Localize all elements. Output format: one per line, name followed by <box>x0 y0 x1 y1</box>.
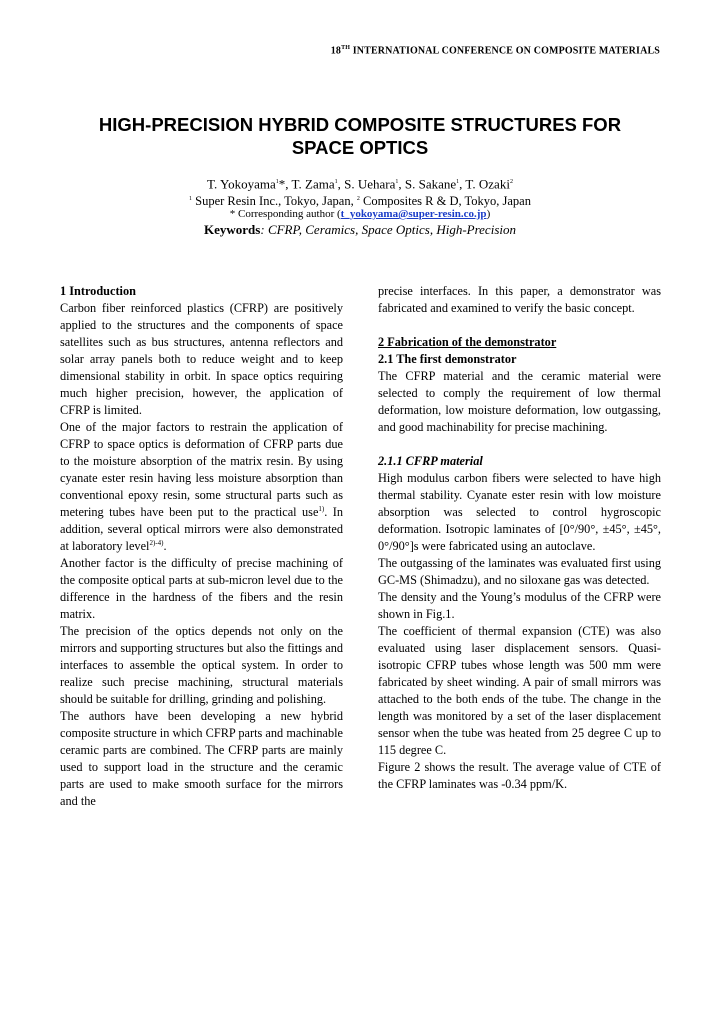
paragraph <box>60 419 343 555</box>
spacer <box>378 317 661 334</box>
author-2: T. Zama <box>291 176 335 192</box>
paragraph: The authors have been developing a new hybrid composite structure in which CFRP parts and machinable ceramic parts are combined. The CFRP parts are mainly used to support load in the structure and the ceramic parts are used to make smooth surface for the mirrors and the <box>60 709 343 808</box>
paper-title <box>60 113 660 159</box>
left-column <box>60 283 343 810</box>
separator: , <box>459 176 466 192</box>
title-line-2: SPACE OPTICS <box>291 137 429 158</box>
paragraph: Carbon fiber reinforced plastics (CFRP) are positively applied to the structures and the components of space satellites such as bus structures, antenna reflectors and solar array panels both to reduce weight and to keep dimensional stability in orbit. In space optics requiring much higher precision, however, the application of CFRP is limited. <box>60 301 343 417</box>
right-column <box>378 283 661 793</box>
paragraph-text: . In addition, several optical mirrors were also demonstrated at laboratory level <box>60 505 343 553</box>
keywords-label: Keywords <box>204 222 261 237</box>
affil-mark: 1 <box>456 179 460 185</box>
affil-mark: 2 <box>509 179 513 185</box>
paragraph: Another factor is the difficulty of precise machining of the composite optical parts at sub-micron level due to the difference in the hardness of the fibers and the resin matrix. <box>60 556 343 621</box>
paragraph: precise interfaces. In this paper, a demonstrator was fabricated and examined to verify the basic concept. <box>378 284 661 315</box>
separator: , <box>398 176 405 192</box>
keywords-colon: : <box>260 222 268 237</box>
affil-mark: 2 <box>356 196 360 202</box>
paragraph: High modulus carbon fibers were selected to have high thermal stability. Cyanate ester resin with low moisture absorption was selected to control hygroscopic deformation. Isotropic laminates of [0°/90°, ±45°, ±45°, 0°/90°]s were fabricated using an autoclave. <box>378 471 661 553</box>
author-list <box>60 174 660 192</box>
conference-name: INTERNATIONAL CONFERENCE ON COMPOSITE MATERIALS <box>350 45 660 57</box>
paragraph-text: . <box>163 539 167 553</box>
conference-ordinal: TH <box>341 45 351 51</box>
paragraph-text: One of the major factors to restrain the application of CFRP to space optics is deformation of CFRP parts due to the moisture absorption of the matrix resin. By using cyanate ester resin having less moisture absorption than conventional epoxy resin, some structural parts such as metering tubes have been put to the practical use <box>60 420 343 519</box>
conference-number: 18 <box>330 45 342 57</box>
reference-mark: 1) <box>318 504 325 513</box>
corresponding-author <box>60 207 660 221</box>
reference-mark: 2)-4) <box>149 538 164 547</box>
affil-mark: 1 <box>189 196 193 202</box>
email-link[interactable]: t_yokoyama@super-resin.co.jp <box>340 208 487 220</box>
subsubsection-heading-cfrp-material: 2.1.1 CFRP material <box>378 454 483 468</box>
author-4: S. Sakane <box>404 176 457 192</box>
corresponding-prefix: * Corresponding author ( <box>229 208 341 220</box>
section-heading-introduction: 1 Introduction <box>60 284 136 298</box>
section-heading-fabrication: 2 Fabrication of the demonstrator <box>378 335 557 349</box>
affiliation-2: Composites R & D, Tokyo, Japan <box>359 194 531 209</box>
corresponding-mark: *, <box>278 176 292 192</box>
separator: , <box>337 176 345 192</box>
affiliation-1: Super Resin Inc., Tokyo, Japan, <box>192 194 357 209</box>
paragraph: The density and the Young’s modulus of the CFRP were shown in Fig.1. <box>378 590 661 621</box>
conference-header <box>331 45 660 56</box>
paragraph: Figure 2 shows the result. The average value of CTE of the CFRP laminates was -0.34 ppm/K. <box>378 760 661 791</box>
affil-mark: 1 <box>275 179 279 185</box>
corresponding-suffix: ) <box>486 208 491 220</box>
affil-mark: 1 <box>395 179 399 185</box>
paragraph: The coefficient of thermal expansion (CTE) was also evaluated using laser displacement sensors. Quasi-isotropic CFRP tubes whose length was 500 mm were fabricated by sheet winding. A pair of small mirrors was attached to the both ends of the tube. The change in the length was monitored by a set of the laser displacement sensor when the tube was heated from 25 degree C up to 115 degree C. <box>378 624 661 757</box>
spacer <box>378 436 661 453</box>
paragraph: The outgassing of the laminates was evaluated first using GC-MS (Shimadzu), and no siloxane gas was detected. <box>378 556 661 587</box>
author-5: T. Ozaki <box>465 176 510 192</box>
title-line-1: HIGH-PRECISION HYBRID COMPOSITE STRUCTURES FOR <box>98 114 622 135</box>
paragraph: The CFRP material and the ceramic material were selected to comply the requirement of low thermal deformation, low moisture deformation, low outgassing, and good machinability for precise machining. <box>378 369 661 434</box>
author-3: S. Uehara <box>344 176 396 192</box>
affil-mark: 1 <box>334 179 338 185</box>
paragraph: The precision of the optics depends not only on the mirrors and supporting structures but also the fittings and interfaces to assemble the optical system. In order to realize such precise machining, structural materials should be suitable for drilling, grinding and polishing. <box>60 624 343 706</box>
author-1: T. Yokoyama <box>207 176 276 192</box>
subsection-heading-first-demonstrator: 2.1 The first demonstrator <box>378 352 517 366</box>
keywords <box>60 221 660 238</box>
keywords-text: CFRP, Ceramics, Space Optics, High-Precision <box>267 222 516 237</box>
